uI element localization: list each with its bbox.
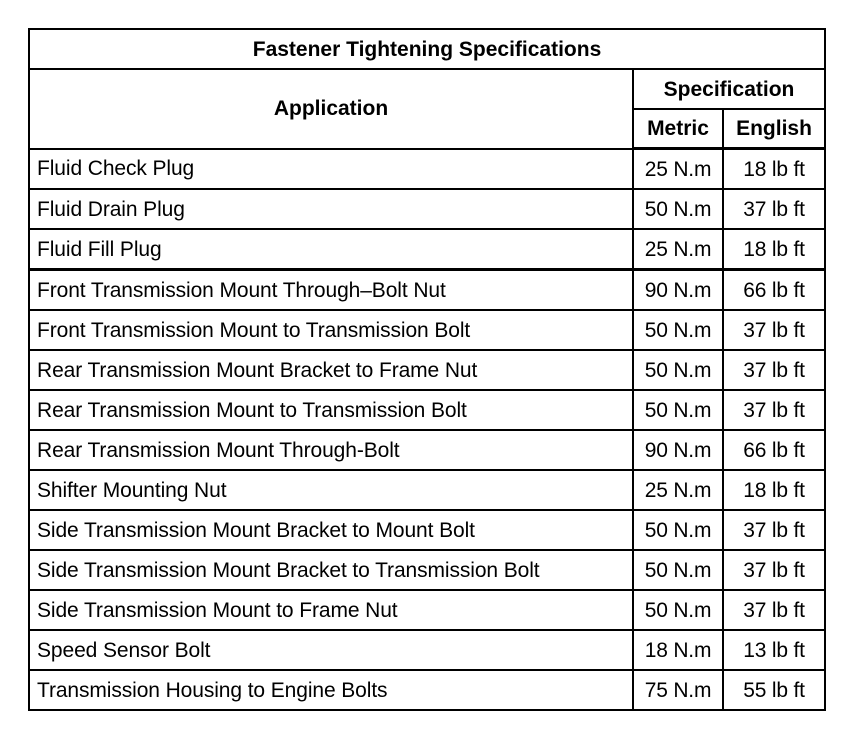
table-row — [29, 430, 825, 470]
table-row — [29, 270, 825, 311]
table-title: Fastener Tightening Specifications — [29, 29, 825, 69]
table-row — [29, 149, 825, 190]
english-cell: 18 lb ft — [723, 470, 825, 510]
metric-cell: 90 N.m — [633, 430, 723, 470]
table-row — [29, 550, 825, 590]
application-cell: Fluid Drain Plug — [29, 189, 633, 229]
specification-column-header: Specification — [633, 69, 825, 109]
application-cell: Speed Sensor Bolt — [29, 630, 633, 670]
english-cell: 37 lb ft — [723, 350, 825, 390]
table-row — [29, 630, 825, 670]
application-cell: Fluid Fill Plug — [29, 229, 633, 270]
metric-cell: 50 N.m — [633, 310, 723, 350]
metric-cell: 25 N.m — [633, 470, 723, 510]
english-cell: 13 lb ft — [723, 630, 825, 670]
metric-cell: 75 N.m — [633, 670, 723, 710]
english-cell: 37 lb ft — [723, 510, 825, 550]
application-cell: Front Transmission Mount Through–Bolt Nut — [29, 270, 633, 311]
application-cell: Side Transmission Mount to Frame Nut — [29, 590, 633, 630]
english-cell: 66 lb ft — [723, 270, 825, 311]
application-cell: Front Transmission Mount to Transmission Bolt — [29, 310, 633, 350]
metric-cell: 50 N.m — [633, 390, 723, 430]
metric-cell: 50 N.m — [633, 550, 723, 590]
application-cell: Shifter Mounting Nut — [29, 470, 633, 510]
application-cell: Fluid Check Plug — [29, 149, 633, 190]
english-cell: 37 lb ft — [723, 189, 825, 229]
metric-cell: 90 N.m — [633, 270, 723, 311]
table-row — [29, 310, 825, 350]
english-cell: 18 lb ft — [723, 149, 825, 190]
english-cell: 37 lb ft — [723, 550, 825, 590]
table-row — [29, 670, 825, 710]
metric-column-header: Metric — [633, 109, 723, 149]
metric-cell: 18 N.m — [633, 630, 723, 670]
application-cell: Rear Transmission Mount Through-Bolt — [29, 430, 633, 470]
english-cell: 37 lb ft — [723, 390, 825, 430]
application-cell: Side Transmission Mount Bracket to Transmission Bolt — [29, 550, 633, 590]
english-column-header: English — [723, 109, 825, 149]
english-cell: 55 lb ft — [723, 670, 825, 710]
table-row — [29, 470, 825, 510]
metric-cell: 50 N.m — [633, 350, 723, 390]
english-cell: 18 lb ft — [723, 229, 825, 270]
application-cell: Side Transmission Mount Bracket to Mount Bolt — [29, 510, 633, 550]
application-cell: Rear Transmission Mount Bracket to Frame Nut — [29, 350, 633, 390]
metric-cell: 25 N.m — [633, 229, 723, 270]
application-cell: Rear Transmission Mount to Transmission Bolt — [29, 390, 633, 430]
table-row — [29, 350, 825, 390]
english-cell: 66 lb ft — [723, 430, 825, 470]
application-column-header: Application — [29, 69, 633, 149]
english-cell: 37 lb ft — [723, 310, 825, 350]
table-row — [29, 189, 825, 229]
application-cell: Transmission Housing to Engine Bolts — [29, 670, 633, 710]
table-body — [29, 149, 825, 711]
metric-cell: 25 N.m — [633, 149, 723, 190]
metric-cell: 50 N.m — [633, 510, 723, 550]
table-row — [29, 390, 825, 430]
metric-cell: 50 N.m — [633, 590, 723, 630]
metric-cell: 50 N.m — [633, 189, 723, 229]
table-row — [29, 229, 825, 270]
table-row — [29, 590, 825, 630]
english-cell: 37 lb ft — [723, 590, 825, 630]
table-row — [29, 510, 825, 550]
fastener-spec-table — [28, 28, 826, 711]
